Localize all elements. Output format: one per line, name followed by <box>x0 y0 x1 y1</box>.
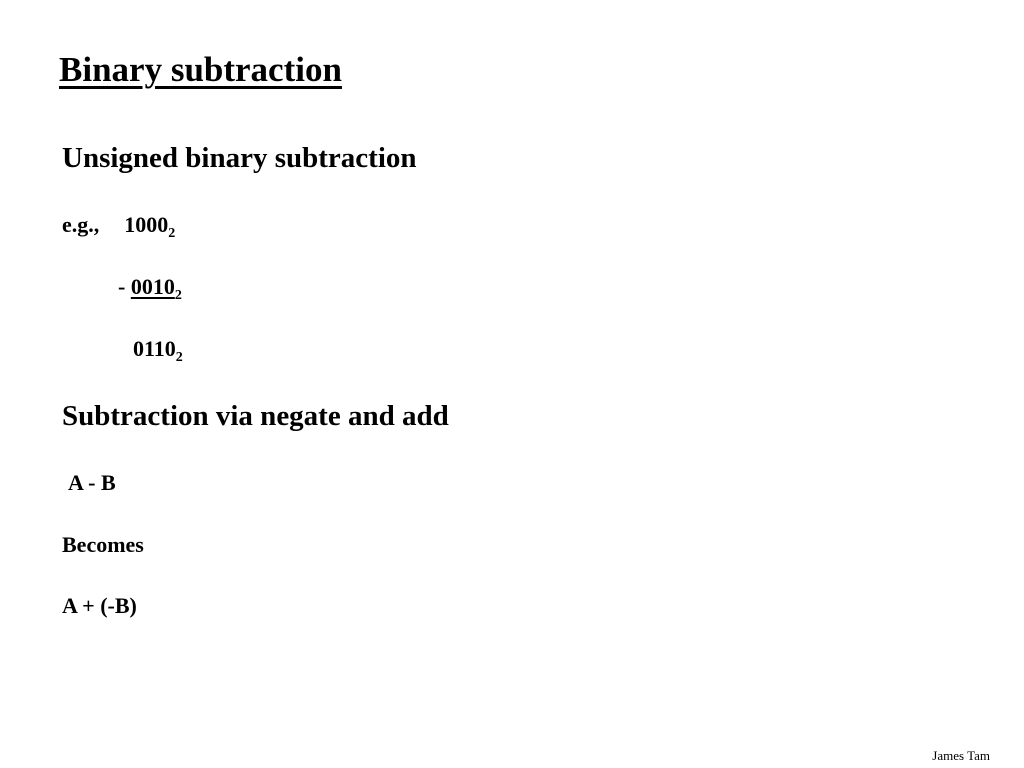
subtrahend-base: 2 <box>174 288 182 303</box>
slide-title: Binary subtraction <box>59 50 342 89</box>
example-line-subtrahend <box>118 274 182 304</box>
expression-transformed: A + (-B) <box>62 593 137 618</box>
section-heading-negate-add: Subtraction via negate and add <box>62 400 449 432</box>
minuend-base: 2 <box>168 226 176 241</box>
minuend-value: 1000 <box>124 212 169 237</box>
footer-author: James Tam <box>932 748 990 763</box>
example-line-result <box>133 336 183 366</box>
subtrahend-value: 0010 <box>130 274 175 299</box>
expression-original: A - B <box>68 470 116 495</box>
example-line-minuend <box>62 212 175 242</box>
result-value: 0110 <box>133 336 176 361</box>
section-heading-unsigned: Unsigned binary subtraction <box>62 142 417 174</box>
example-prefix: e.g., <box>62 212 100 237</box>
becomes-label: Becomes <box>62 532 144 557</box>
minus-sign: - <box>118 274 126 299</box>
result-base: 2 <box>175 350 183 365</box>
